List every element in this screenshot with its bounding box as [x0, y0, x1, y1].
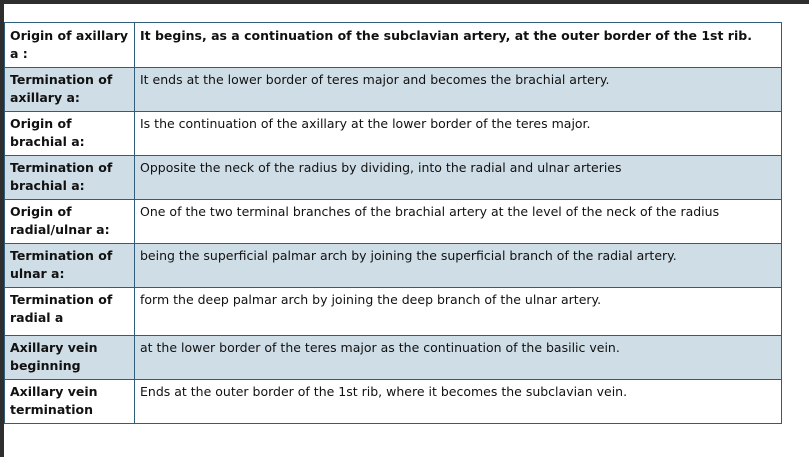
- row-label: Origin of radial/ulnar a:: [5, 200, 135, 244]
- row-value: being the superficial palmar arch by joining the superficial branch of the radial artery.: [135, 244, 782, 288]
- row-label: Origin of brachial a:: [5, 112, 135, 156]
- row-value: form the deep palmar arch by joining the deep branch of the ulnar artery.: [135, 288, 782, 336]
- row-value: Is the continuation of the axillary at the lower border of the teres major.: [135, 112, 782, 156]
- row-value: Ends at the outer border of the 1st rib, where it becomes the subclavian vein.: [135, 380, 782, 424]
- table-row: [5, 336, 782, 380]
- row-value: at the lower border of the teres major as the continuation of the basilic vein.: [135, 336, 782, 380]
- table-row: [5, 156, 782, 200]
- table-row: [5, 200, 782, 244]
- anatomy-notes-table: [4, 22, 782, 424]
- row-label: Termination of ulnar a:: [5, 244, 135, 288]
- row-label: Termination of brachial a:: [5, 156, 135, 200]
- row-label: Axillary vein beginning: [5, 336, 135, 380]
- table-row: [5, 68, 782, 112]
- table-row: [5, 112, 782, 156]
- row-value: It begins, as a continuation of the subclavian artery, at the outer border of the 1st rib.: [135, 23, 782, 68]
- window-top-edge: [0, 0, 809, 4]
- table-row: [5, 288, 782, 336]
- row-label: Termination of axillary a:: [5, 68, 135, 112]
- row-value: Opposite the neck of the radius by dividing, into the radial and ulnar arteries: [135, 156, 782, 200]
- row-label: Axillary vein termination: [5, 380, 135, 424]
- row-label: Origin of axillary a :: [5, 23, 135, 68]
- row-value: One of the two terminal branches of the brachial artery at the level of the neck of the radius: [135, 200, 782, 244]
- table-row: [5, 23, 782, 68]
- row-label: Termination of radial a: [5, 288, 135, 336]
- table-row: [5, 244, 782, 288]
- table-row: [5, 380, 782, 424]
- row-value: It ends at the lower border of teres major and becomes the brachial artery.: [135, 68, 782, 112]
